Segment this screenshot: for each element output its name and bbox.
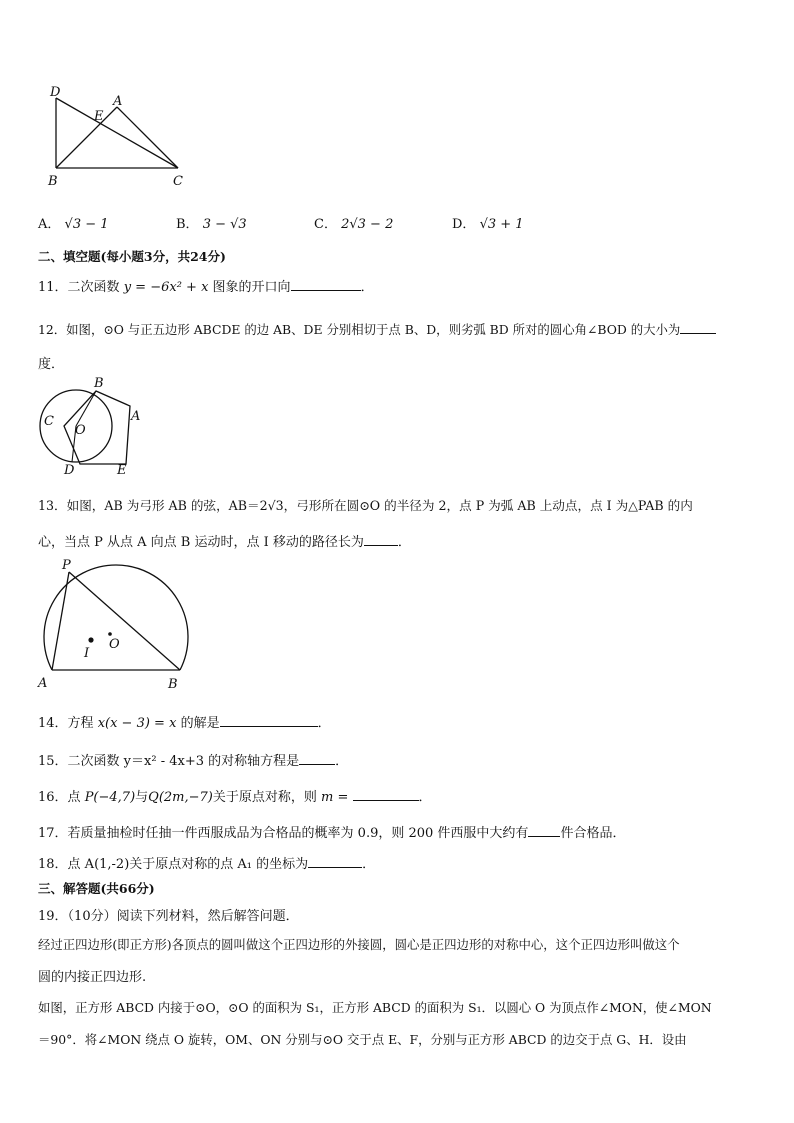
- label-a: A: [113, 94, 123, 109]
- option-d: [452, 213, 524, 232]
- option-c-value: 2√3 − 2: [341, 217, 394, 232]
- q12-answer-blank[interactable]: [680, 319, 716, 334]
- point-i: [88, 637, 93, 642]
- label-d: D: [50, 85, 61, 100]
- q11-answer-blank[interactable]: [291, 276, 361, 291]
- label-o: O: [75, 423, 86, 438]
- question-17: [38, 822, 625, 841]
- question-19-line-2: 经过正四边形(即正方形)各顶点的圆叫做这个正四边形的外接圆，圆心是正四边形的对称中心，这个正四边形叫做这个: [38, 937, 680, 952]
- label-p: P: [62, 558, 71, 573]
- point-o: [108, 632, 112, 636]
- q16-pre: 16．点: [38, 790, 81, 805]
- label-b: B: [48, 174, 58, 189]
- q16-m: m =: [321, 790, 349, 805]
- question-13-line-1: 13．如图，AB 为弓形 AB 的弦，AB＝2√3，弓形所在圆⊙O 的半径为 2，点 P 为弧 AB 上动点，点 I 为△PAB 的内: [38, 498, 693, 513]
- q18-text: 18．点 A(1,-2)关于原点对称的点 A₁ 的坐标为: [38, 857, 309, 872]
- q16-point-q: Q(2m,−7): [148, 790, 213, 805]
- question-13-line-2: [38, 531, 411, 550]
- segment-ac: [117, 107, 178, 168]
- q13-answer-blank[interactable]: [364, 531, 398, 546]
- q11-formula: y = −6x² + x: [123, 280, 209, 295]
- q15-end: ．: [335, 754, 349, 769]
- q14-post: 的解是: [180, 716, 220, 731]
- q16-mid: 与: [135, 790, 149, 805]
- option-a-value: √3 − 1: [64, 217, 109, 232]
- q16-point-p: P(−4,7): [84, 790, 136, 805]
- option-c-label: C．: [314, 217, 337, 232]
- radius-ob: [76, 391, 96, 426]
- q16-end: ．: [418, 790, 432, 805]
- q12-text: 12．如图，⊙O 与正五边形 ABCDE 的边 AB、DE 分别相切于点 B、D，则劣弧 BD 所对的圆心角∠BOD 的大小为: [38, 322, 681, 337]
- segment-pa: [52, 572, 69, 670]
- label-a: A: [131, 409, 141, 424]
- question-19-line-5: ＝90°．将∠MON 绕点 O 旋转，OM、ON 分别与⊙O 交于点 E、F，分别与正方形 ABCD 的边交于点 G、H．设由: [38, 1032, 687, 1047]
- q11-post: 图象的开口向: [212, 280, 291, 295]
- option-d-value: √3 + 1: [479, 217, 524, 232]
- q18-answer-blank[interactable]: [308, 853, 362, 868]
- q11-pre: 二次函数: [67, 280, 120, 295]
- option-b: [176, 213, 247, 232]
- label-e: E: [117, 463, 127, 478]
- q17-post: 件合格品．: [560, 826, 626, 841]
- q13-text: 心，当点 P 从点 A 向点 B 运动时，点 I 移动的路径长为: [38, 535, 364, 550]
- question-16: [38, 786, 432, 805]
- question-19-line-3: 圆的内接正四边形.: [38, 970, 147, 985]
- option-c: [314, 213, 393, 232]
- q14-end: ．: [317, 716, 331, 731]
- q18-end: ．: [362, 857, 376, 872]
- label-c: C: [44, 414, 54, 429]
- q17-text: 17．若质量抽检时任抽一件西服成品为合格品的概率为 0.9，则 200 件西服中大约有: [38, 826, 529, 841]
- question-14: [38, 712, 331, 731]
- q13-end: ．: [397, 535, 411, 550]
- q14-equation: x(x − 3) = x: [97, 716, 177, 731]
- q15-text: 15．二次函数 y＝x² - 4x+3 的对称轴方程是: [38, 754, 300, 769]
- label-a: A: [38, 676, 48, 691]
- pentagon-abcde: [64, 391, 130, 464]
- label-b: B: [168, 677, 178, 692]
- q11-end: ．: [360, 280, 374, 295]
- option-b-label: B．: [176, 217, 199, 232]
- section-3-heading: 三、解答题(共66分): [38, 881, 155, 896]
- figure-triangle-dabc: [40, 82, 200, 192]
- question-12-line-2: 度．: [38, 357, 65, 372]
- figure-arc-triangle: [34, 556, 190, 696]
- label-b: B: [94, 376, 104, 391]
- figure-circle-pentagon: [34, 376, 154, 478]
- question-15: [38, 750, 348, 769]
- section-2-heading: 二、填空题(每小题3分，共24分): [38, 249, 226, 264]
- q11-number: 11．: [38, 280, 68, 295]
- q14-number: 14．方程: [38, 716, 94, 731]
- label-i: I: [84, 646, 90, 661]
- q17-answer-blank[interactable]: [528, 822, 560, 837]
- q16-post: 关于原点对称，则: [212, 790, 317, 805]
- label-d: D: [64, 463, 75, 478]
- question-19-line-4: 如图，正方形 ABCD 内接于⊙O，⊙O 的面积为 S₁，正方形 ABCD 的面积为 S₁．以圆心 O 为顶点作∠MON，使∠MON: [38, 1000, 712, 1015]
- question-18: [38, 853, 375, 872]
- arc-ab: [44, 565, 188, 670]
- q14-answer-blank[interactable]: [220, 712, 318, 727]
- option-a-label: A．: [38, 217, 61, 232]
- label-c: C: [173, 174, 183, 189]
- label-e: E: [94, 109, 104, 124]
- option-d-label: D．: [452, 217, 476, 232]
- question-11: [38, 276, 374, 295]
- q15-answer-blank[interactable]: [299, 750, 335, 765]
- question-12-line-1: [38, 319, 716, 338]
- q16-answer-blank[interactable]: [353, 786, 419, 801]
- option-a: [38, 213, 109, 232]
- label-o: O: [109, 637, 120, 652]
- question-19-title: 19．（10分）阅读下列材料，然后解答问题．: [38, 909, 299, 924]
- option-b-value: 3 − √3: [202, 217, 247, 232]
